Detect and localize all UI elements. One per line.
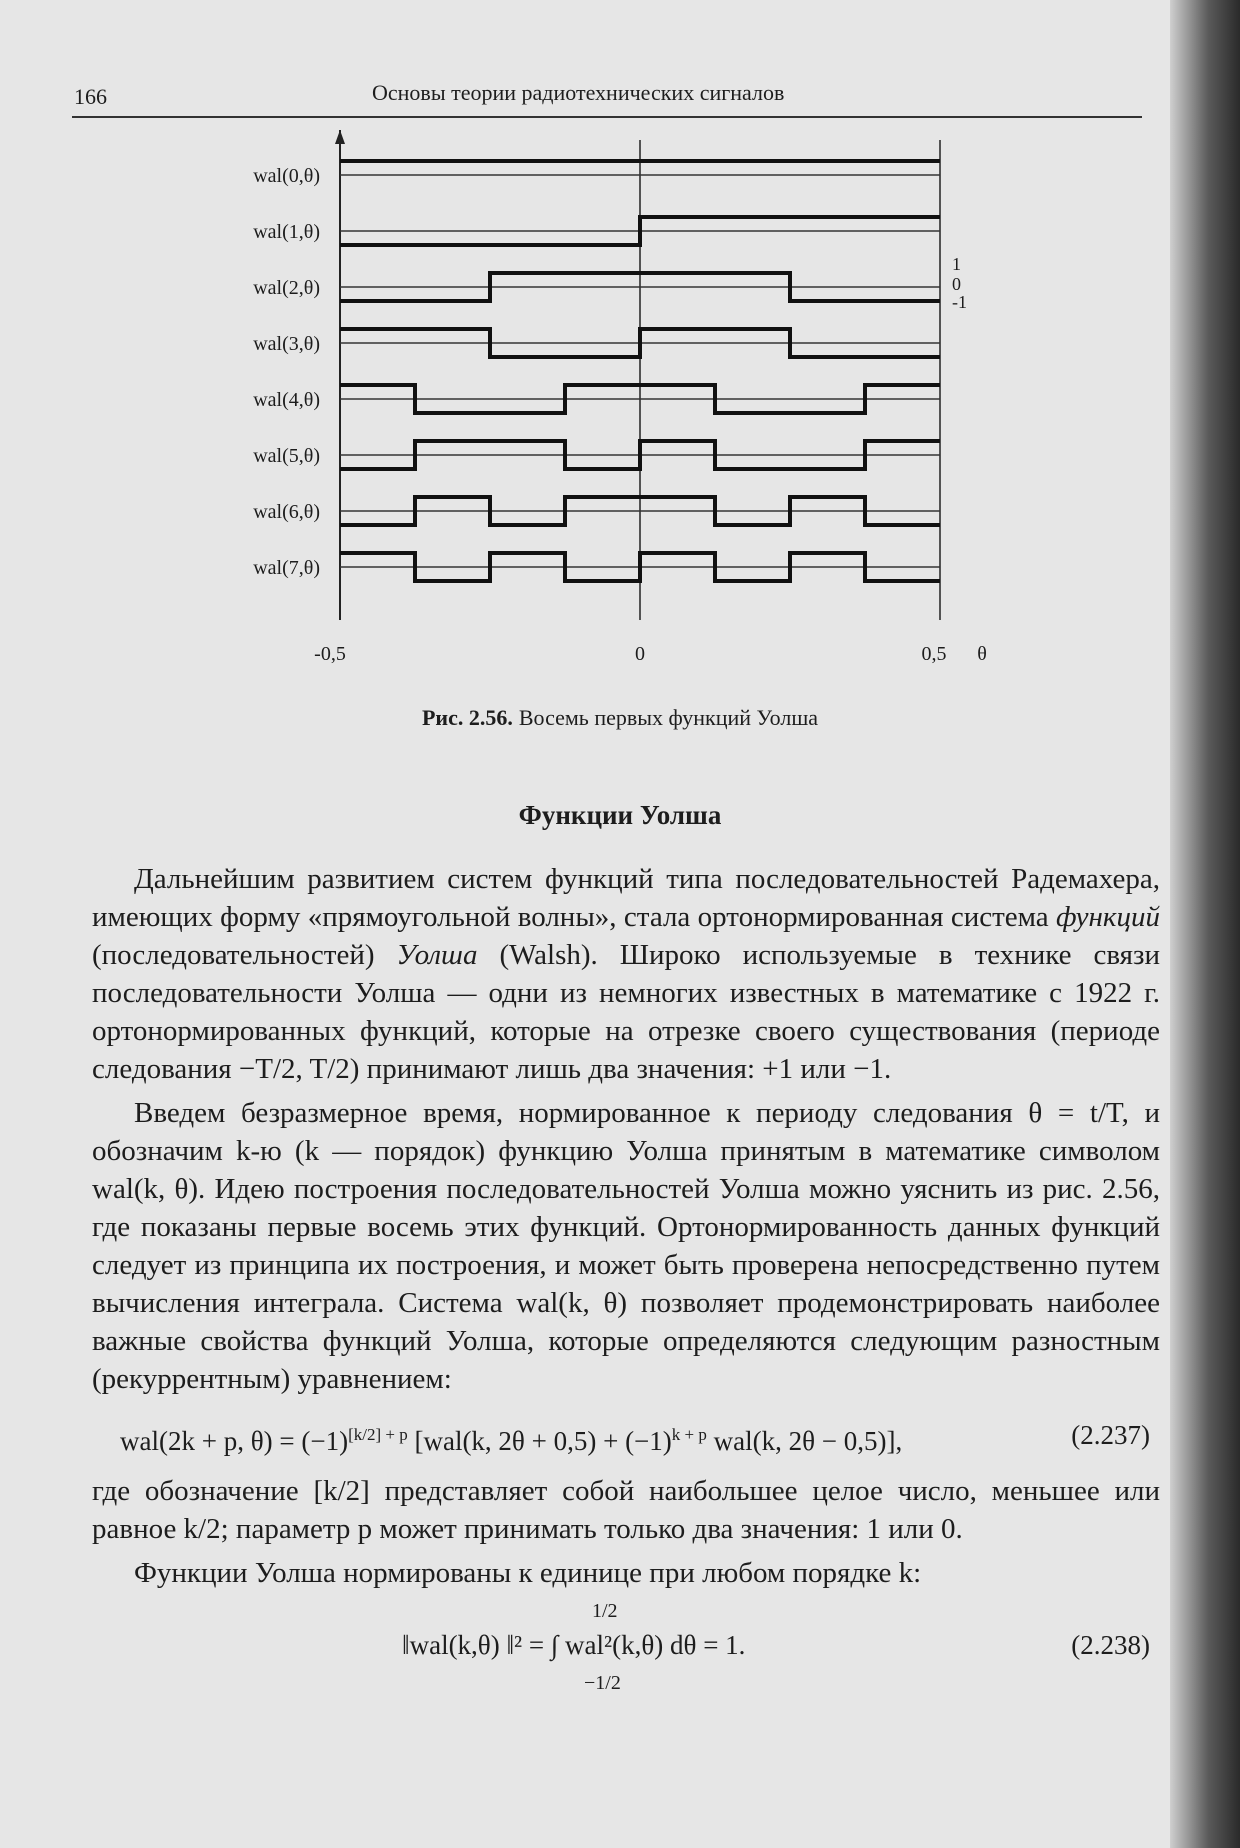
caption-text: Восемь первых функций Уолша <box>518 705 819 730</box>
walsh-functions-figure <box>190 130 1030 690</box>
integral-upper-limit: 1/2 <box>592 1600 618 1622</box>
function-label-5: wal(5,θ) <box>253 445 320 467</box>
function-label-7: wal(7,θ) <box>253 557 320 579</box>
level-label-0: 1 <box>952 254 961 274</box>
page-header <box>72 76 1142 118</box>
x-tick-label-1: 0 <box>635 643 645 665</box>
function-label-1: wal(1,θ) <box>253 221 320 243</box>
function-label-0: wal(0,θ) <box>253 165 320 187</box>
running-title: Основы теории радиотехнических сигналов <box>372 80 785 105</box>
y-axis-arrow <box>335 130 345 144</box>
function-label-4: wal(4,θ) <box>253 389 320 411</box>
equation-number: (2.238) <box>1071 1630 1150 1660</box>
level-label-2: -1 <box>952 292 967 312</box>
integral-lower-limit: −1/2 <box>584 1672 621 1694</box>
equation-number: (2.237) <box>1071 1420 1150 1450</box>
equation-2-238 <box>92 1592 1160 1692</box>
page-number: 166 <box>74 84 107 109</box>
x-axis-label: θ <box>977 643 987 665</box>
paragraph-4: Функции Уолша нормированы к единице при любом порядке k: <box>134 1557 922 1589</box>
paragraph-1: Дальнейшим развитием систем функций типа последовательностей Радемахера, имеющих форму «прямоугольной волны», стала ортонормированная система функций (последовательностей) Уолша (Walsh). Широко используемые в технике связи последовательности Уолша — одни из немногих известных в математике с 1922 г. ортонормированных функций, которые на отрезке своего существования (периоде следования −T/2, T/2) принимают лишь два значения: +1 или −1. <box>92 863 1160 1085</box>
x-tick-label-0: -0,5 <box>314 643 346 665</box>
equation-2-237: wal(2k + p, $\theta) = (-1)^{[k/2] + p}$ [wal(k, $2\theta + 0,5) + (-1)^{k + p}$ wal(k, 2θ − 0,5)], (2.237) <box>92 1398 1160 1472</box>
function-label-6: wal(6,θ) <box>253 501 320 523</box>
body-text <box>92 860 1160 1692</box>
paragraph-2: Введем безразмерное время, нормированное к периоду следования θ = t/T, и обозначим k-ю (k — порядок) функцию Уолша принятым в математике символом wal(k, θ). Идею построения последовательностей Уолша можно уяснить из рис. 2.56, где показаны первые восемь этих функций. Ортонормированность данных функций следует из принципа их построения, и может быть проверена непосредственно путем вычисления интеграла. Система wal(k, θ) позволяет продемонстрировать наиболее важные свойства функций Уолша, которые определяются следующим разностным (рекуррентным) уравнением: <box>92 1097 1160 1395</box>
paragraph-3: где обозначение [k/2] представляет собой наибольшее целое число, меньшее или равное k/2; параметр p может принимать только два значения: 1 или 0. <box>92 1475 1160 1545</box>
figure-caption <box>0 705 1240 731</box>
norm-formula: ‖wal(k,θ) ‖² = ∫ wal²(k,θ) dθ = 1. <box>402 1630 746 1660</box>
level-label-1: 0 <box>952 274 961 294</box>
caption-label: Рис. 2.56. <box>421 705 513 730</box>
x-tick-label-2: 0,5 <box>921 643 947 665</box>
section-title: Функции Уолша <box>518 800 722 830</box>
book-spine-shadow <box>1170 0 1240 1848</box>
function-label-3: wal(3,θ) <box>253 333 320 355</box>
function-label-2: wal(2,θ) <box>253 277 320 299</box>
